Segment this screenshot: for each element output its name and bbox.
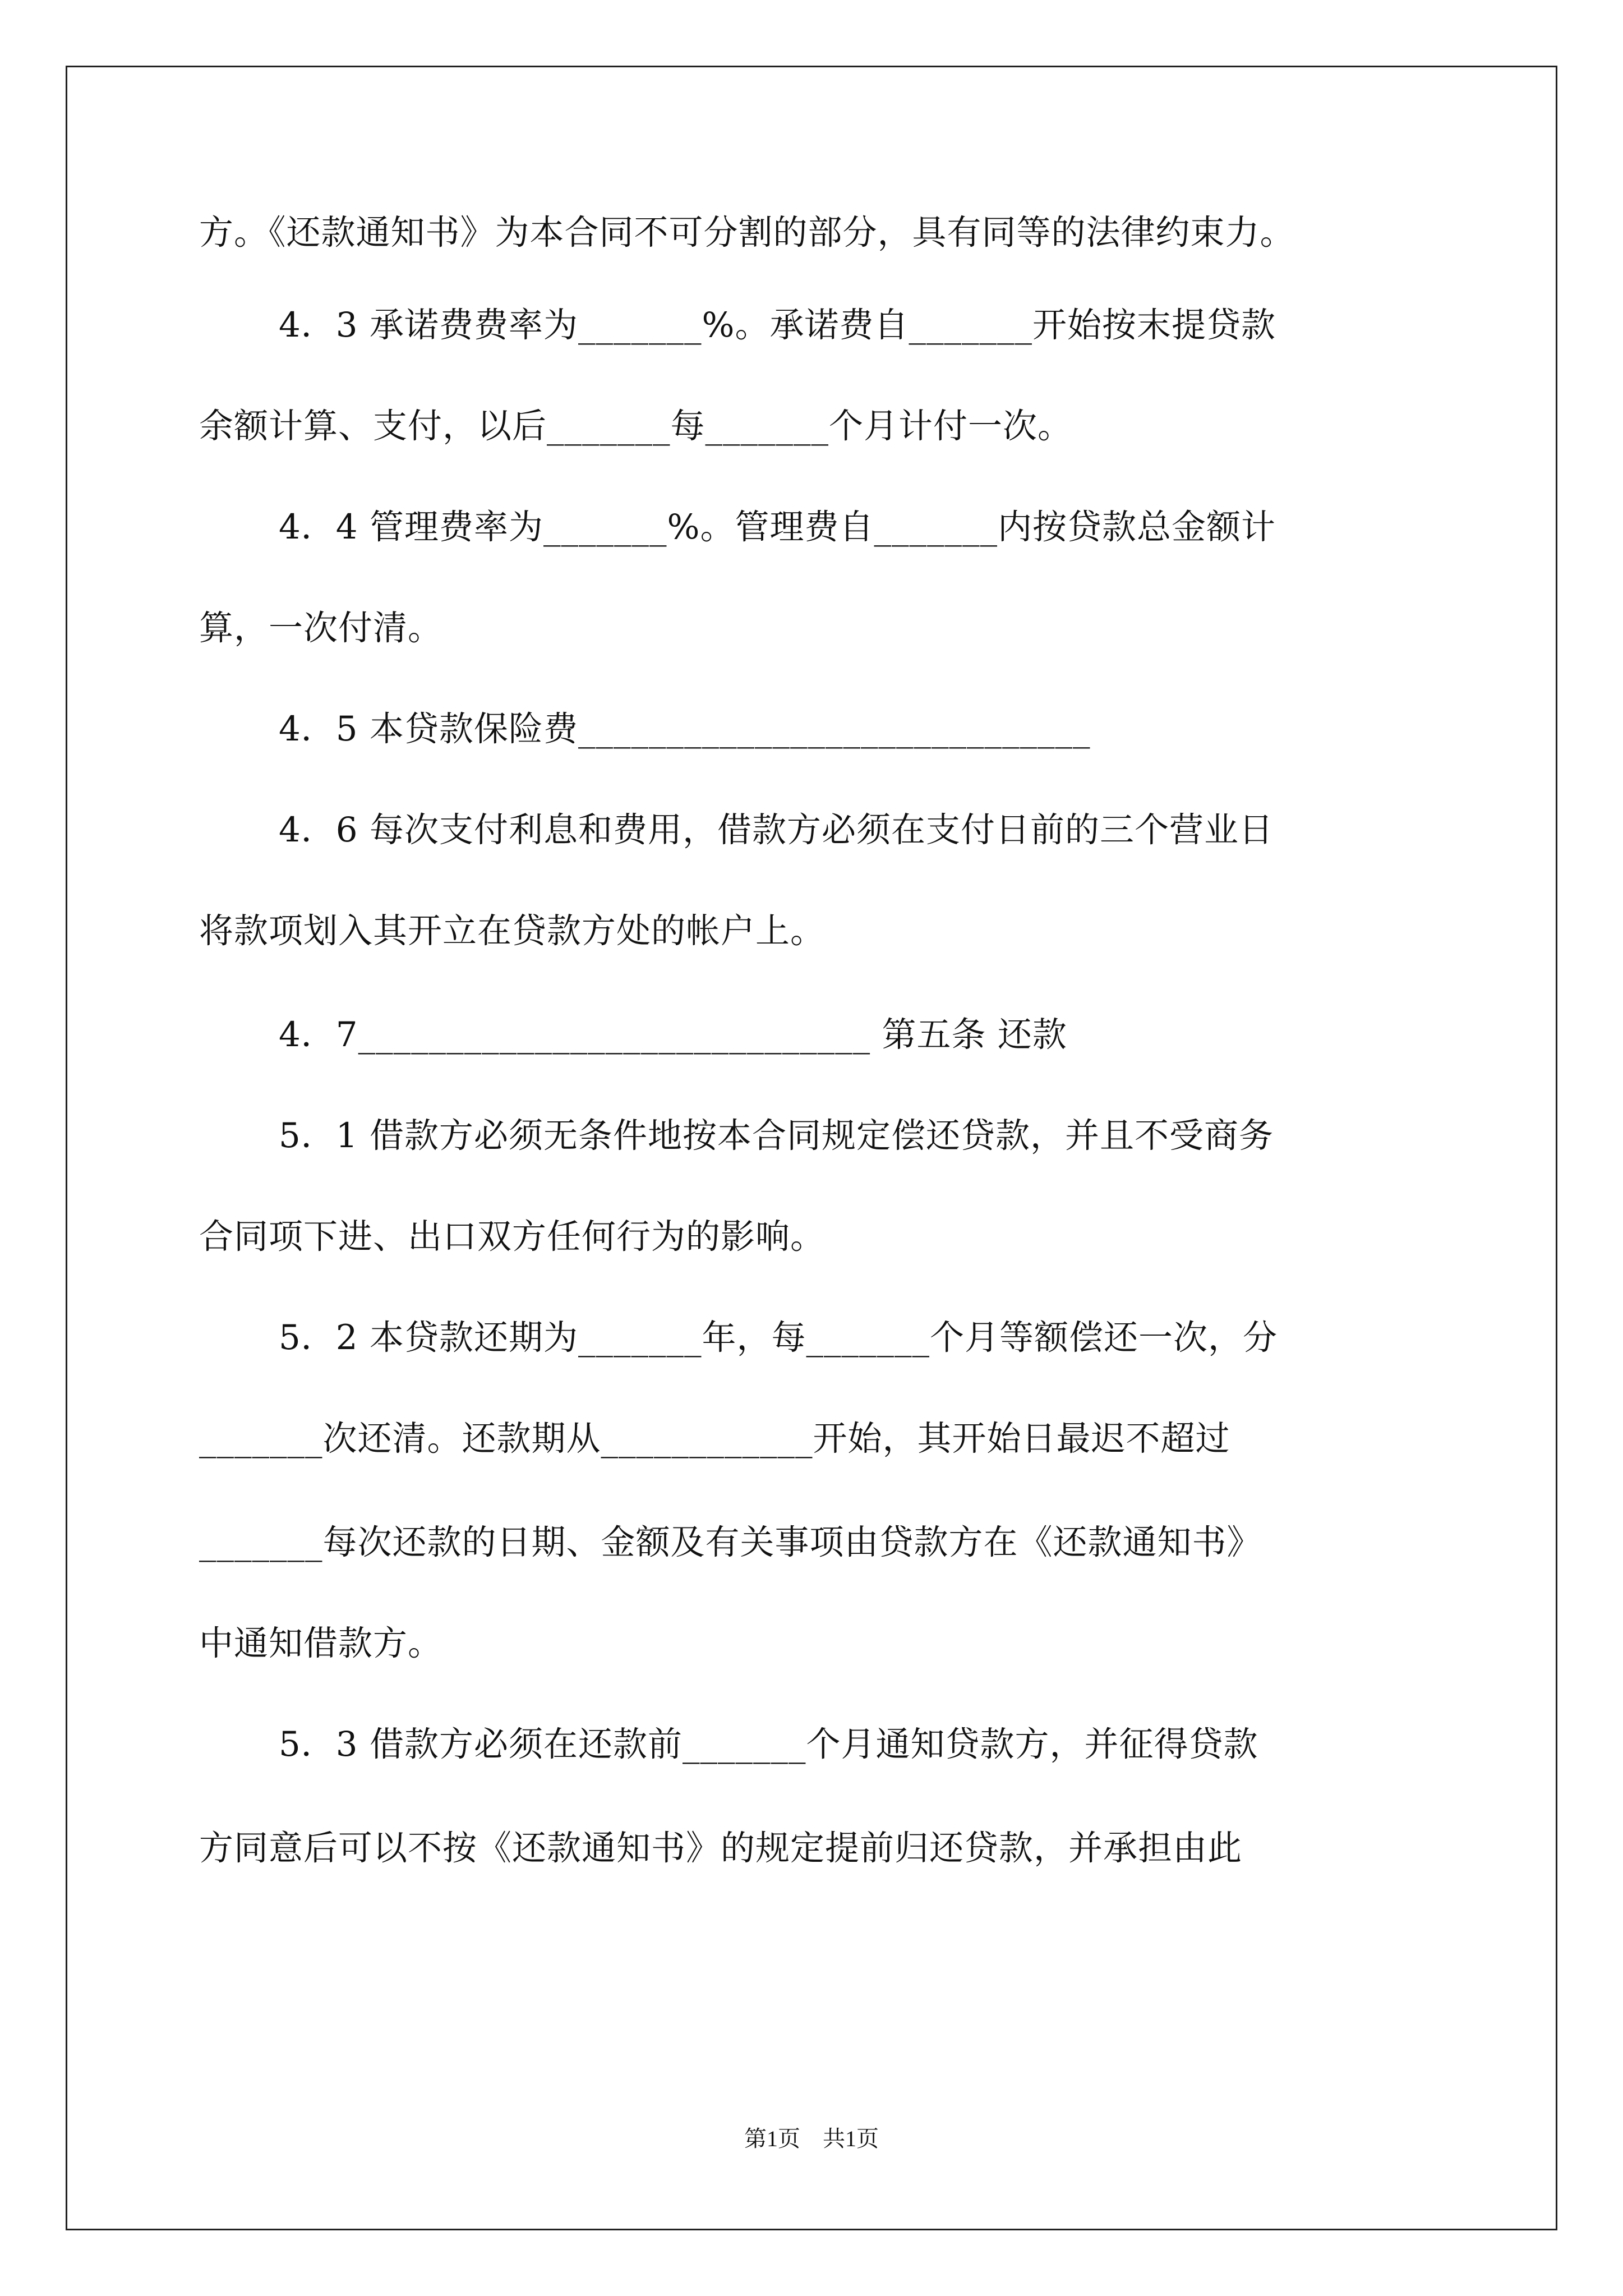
page-number-footer: 第1页 共1页 (744, 2126, 879, 2151)
paragraph-line: 方同意后可以不按《还款通知书》的规定提前归还贷款，并承担由此 (199, 1828, 1243, 1868)
paragraph-line: 将款项划入其开立在贷款方处的帐户上。 (199, 911, 826, 951)
paragraph-line: 5．3 借款方必须在还款前_______个月通知贷款方，并征得贷款 (279, 1724, 1258, 1764)
paragraph-line: 4．6 每次支付利息和费用，借款方必须在支付日前的三个营业日 (279, 810, 1274, 850)
paragraph-line: _______次还清。还款期从____________开始，其开始日最迟不超过 (199, 1419, 1230, 1458)
paragraph-line: 4．3 承诺费费率为_______%。承诺费自_______开始按末提贷款 (279, 305, 1276, 345)
paragraph-line: _______每次还款的日期、金额及有关事项由贷款方在《还款通知书》 (199, 1522, 1262, 1562)
paragraph-line: 合同项下进、出口双方任何行为的影响。 (199, 1217, 826, 1257)
paragraph-line: 4．4 管理费率为_______%。管理费自_______内按贷款总金额计 (279, 507, 1276, 547)
paragraph-line: 方。《还款通知书》为本合同不可分割的部分，具有同等的法律约束力。 (199, 213, 1295, 252)
paragraph-line: 4．5 本贷款保险费_____________________________ (279, 709, 1091, 749)
paragraph-line: 5．2 本贷款还期为_______年，每_______个月等额偿还一次，分 (279, 1318, 1278, 1358)
paragraph-line: 余额计算、支付，以后_______每_______个月计付一次。 (199, 406, 1073, 446)
paragraph-line: 5．1 借款方必须无条件地按本合同规定偿还贷款，并且不受商务 (279, 1116, 1274, 1156)
paragraph-line: 4．7_____________________________ 第五条 还款 (279, 1015, 1067, 1055)
paragraph-line: 算，一次付清。 (199, 608, 443, 648)
paragraph-line: 中通知借款方。 (199, 1623, 443, 1663)
